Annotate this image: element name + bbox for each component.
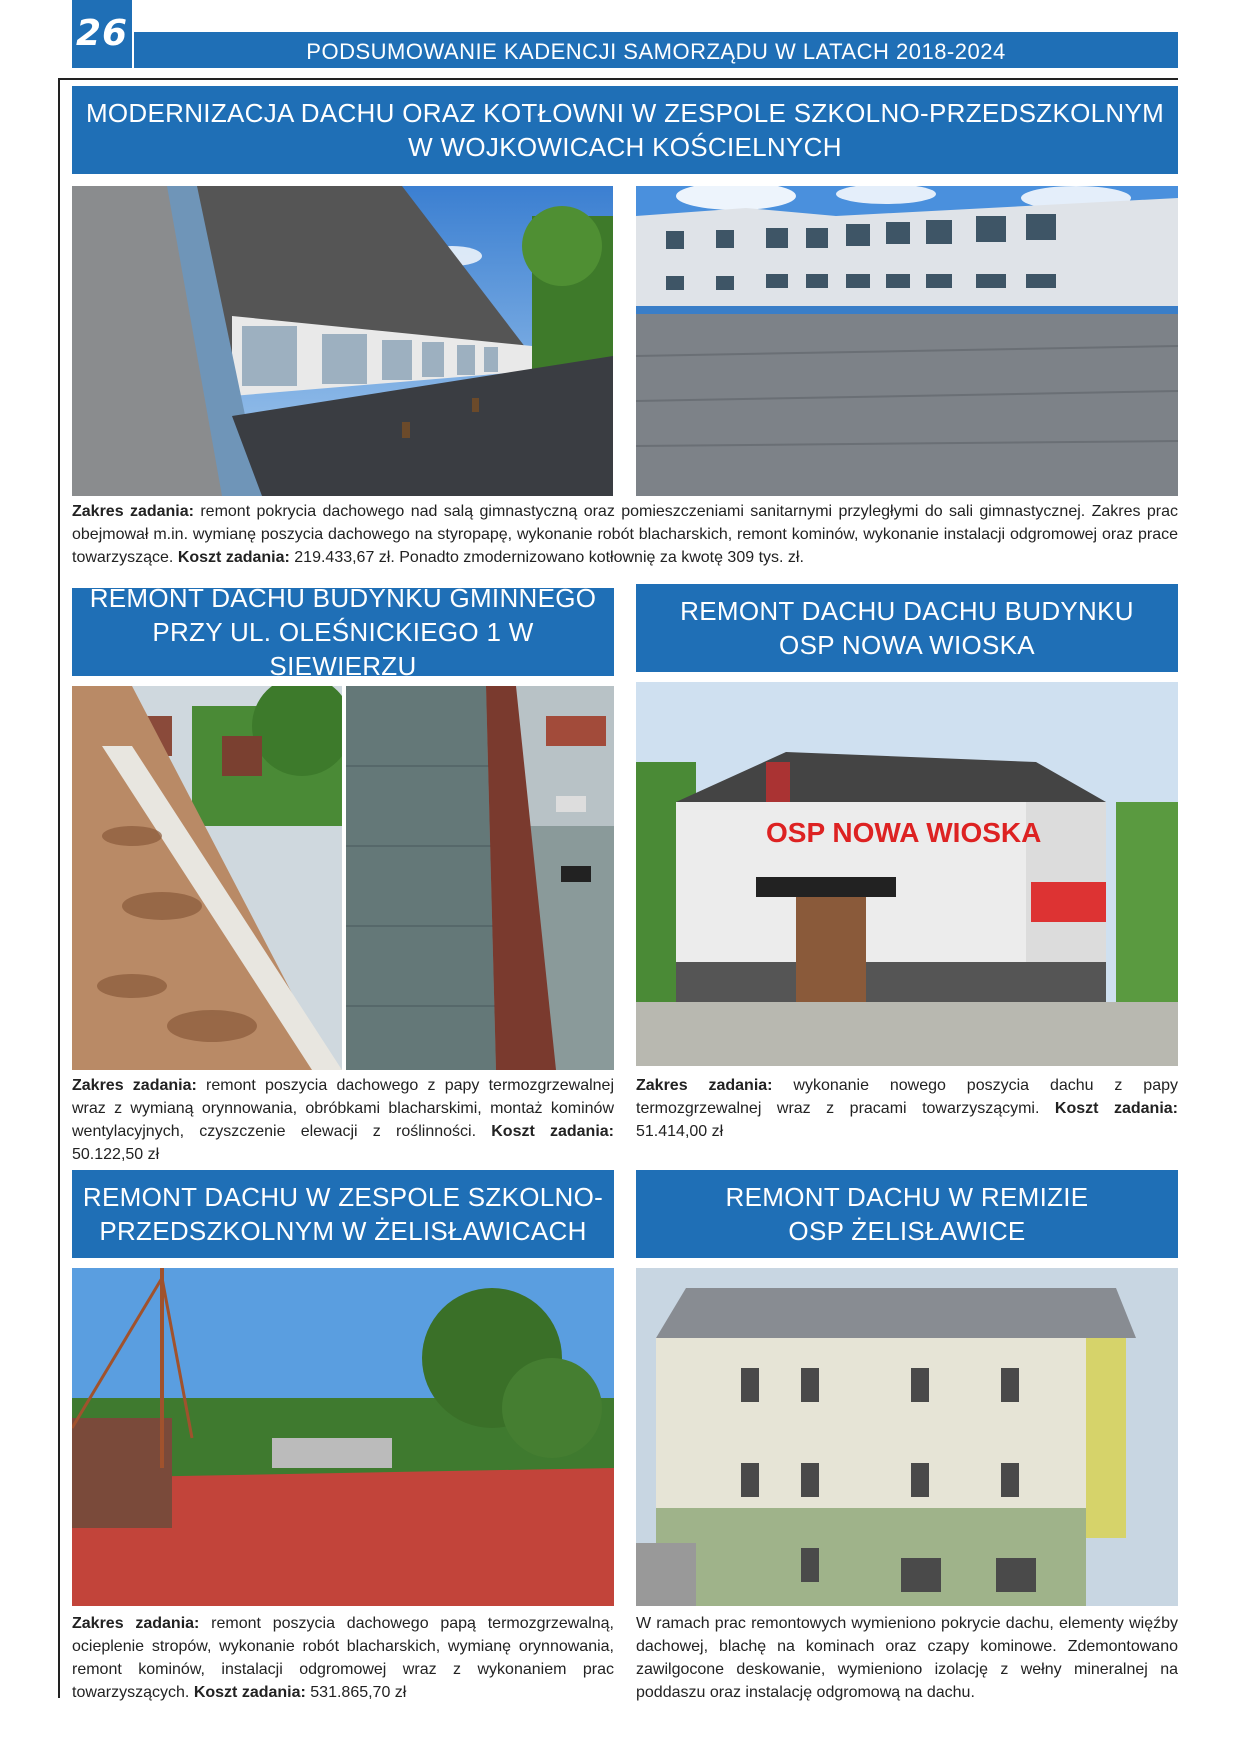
- section-title-line: REMONT DACHU W ZESPOLE SZKOLNO-: [82, 1182, 604, 1212]
- cost-text: 50.122,50 zł: [72, 1146, 160, 1163]
- section-title-siewierz: [72, 583, 614, 681]
- scope-label: Zakres zadania:: [72, 1077, 197, 1094]
- page-header-title: PODSUMOWANIE KADENCJI SAMORZĄDU W LATACH 2018-2024: [134, 32, 1178, 68]
- photo-zelislawice-school-roof: [72, 1268, 614, 1606]
- cost-label: Koszt zadania:: [1054, 1100, 1178, 1117]
- page-number: 26: [72, 0, 132, 68]
- section5-description: W ramach prac remontowych wymieniono pokrycie dachu, elementy więźby dachowej, blachę na kominach oraz czapy kominowe. Zdemontowano zawilgocone deskowanie, wymieniono izolację z wełny mineralnej na poddaszu oraz instalację odgromową na dachu.: [636, 1615, 1178, 1701]
- photo-siewierz-new-roof: [346, 686, 614, 1070]
- cost-label: Koszt zadania:: [491, 1123, 615, 1140]
- section-title-line: OSP ŻELISŁAWICE: [788, 1216, 1026, 1246]
- osp-sign-text: OSP NOWA WIOSKA: [766, 817, 1042, 848]
- left-margin-rule: [58, 78, 60, 1698]
- section4-description: [72, 1612, 614, 1704]
- photo-osp-nowa-wioska: [636, 682, 1178, 1066]
- section-title-line: PRZY UL. OLEŚNICKIEGO 1 W SIEWIERZU: [152, 617, 534, 681]
- header-divider: [58, 78, 1178, 80]
- section-title-zelislawice-school: [72, 1170, 614, 1258]
- scope-label: Zakres zadania:: [636, 1077, 773, 1094]
- section-title-line: OSP NOWA WIOSKA: [779, 630, 1035, 660]
- scope-text: remont poszycia dachowego papą termozgrzewalną, ocieplenie stropów, wykonanie robót blacharskich, wymianę orynnowania, remont kominów, instalacji odgromowej wraz z wykonaniem prac towarzyszących.: [72, 1615, 615, 1701]
- section-title-line: REMONT DACHU W REMIZIE: [725, 1182, 1089, 1212]
- scope-label: Zakres zadania:: [72, 503, 194, 520]
- cost-text: 531.865,70 zł: [305, 1684, 407, 1701]
- cost-text: 219.433,67 zł. Ponadto zmodernizowano kotłownię za kwotę 309 tys. zł.: [289, 549, 804, 566]
- photo-osp-zelislawice: [636, 1268, 1178, 1606]
- section-title-nowa-wioska: [636, 584, 1178, 672]
- cost-label: Koszt zadania:: [193, 1684, 306, 1701]
- photo-gym-roof-dark-wall: [72, 186, 613, 496]
- section-title-line: REMONT DACHU DACHU BUDYNKU: [680, 596, 1134, 626]
- section1-description: [72, 500, 1178, 569]
- section3-description: [636, 1074, 1178, 1143]
- cost-label: Koszt zadania:: [177, 549, 290, 566]
- cost-text: 51.414,00 zł: [636, 1123, 724, 1140]
- scope-text: remont poszycia dachowego z papy termozgrzewalnej wraz z wymianą orynnowania, obróbkami blacharskimi, montaż kominów wentylacyjnych, czyszczenie elewacji z roślinności.: [72, 1077, 614, 1140]
- section-title-line: REMONT DACHU BUDYNKU GMINNEGO: [89, 583, 597, 613]
- scope-label: Zakres zadania:: [72, 1615, 200, 1632]
- section-title-line: PRZEDSZKOLNYM W ŻELISŁAWICACH: [99, 1216, 587, 1246]
- scope-text: remont pokrycia dachowego nad salą gimnastyczną oraz pomieszczeniami sanitarnymi przyległymi do sali gimnastycznej. Zakres prac obejmował m.in. wymianę poszycia dachowego na styropapę, wykonanie robót blacharskich, remont kominów, wykonanie instalacji odgromowej oraz prace towarzyszące.: [72, 503, 1178, 566]
- section-title-line: MODERNIZACJA DACHU ORAZ KOTŁOWNI W ZESPOLE SZKOLNO-PRZEDSZKOLNYM: [85, 98, 1165, 128]
- section-title-wojkowice: [72, 86, 1178, 174]
- scope-text: wykonanie nowego poszycia dachu z papy termozgrzewalnej wraz z pracami towarzyszącymi.: [636, 1077, 1178, 1117]
- section2-description: [72, 1074, 614, 1166]
- section-title-line: W WOJKOWICACH KOŚCIELNYCH: [408, 132, 842, 162]
- photo-siewierz-old-roof: [72, 686, 342, 1070]
- photo-gym-roof-white-building: [636, 186, 1178, 496]
- section-title-zelislawice-osp: [636, 1170, 1178, 1258]
